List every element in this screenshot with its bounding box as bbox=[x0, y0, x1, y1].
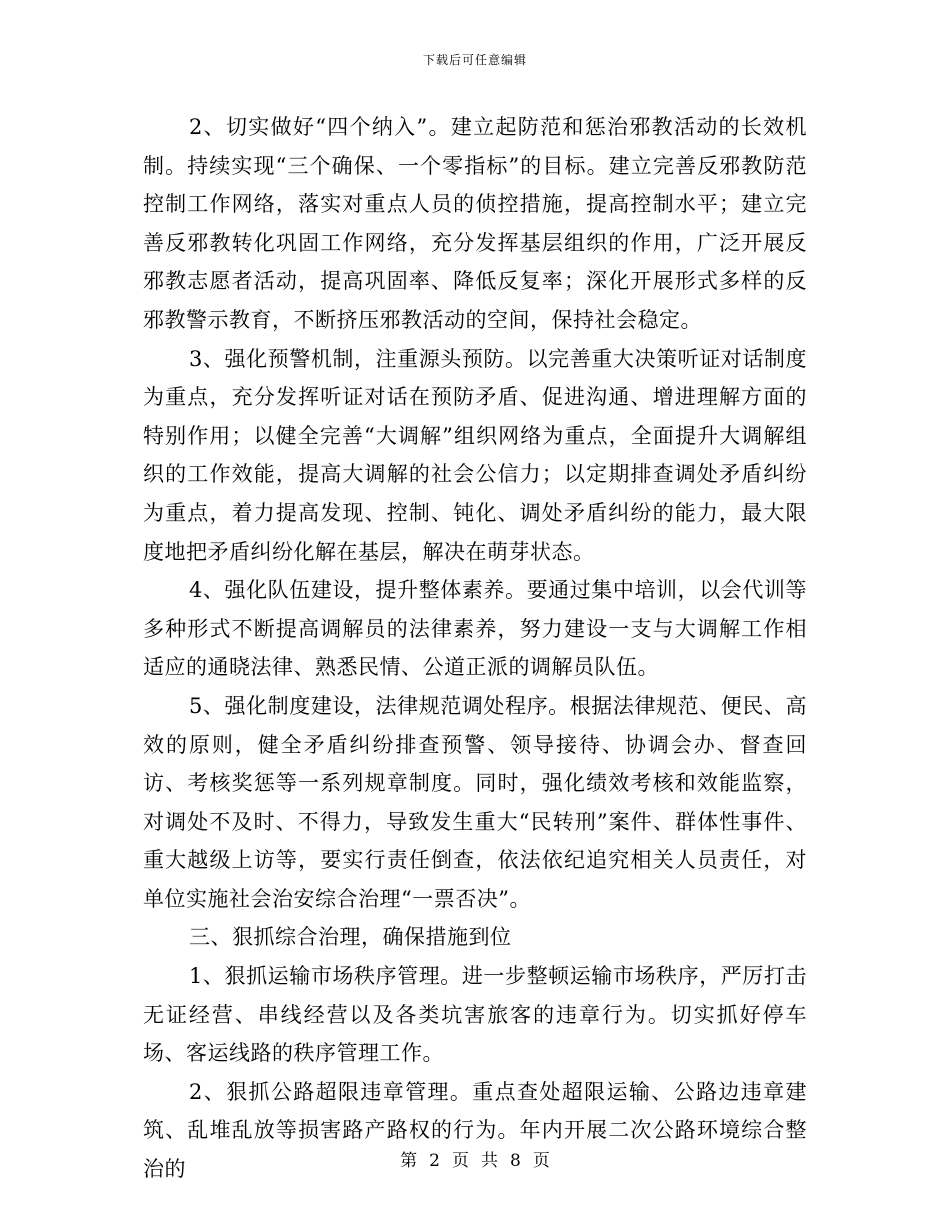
page-footer bbox=[0, 1150, 950, 1172]
paragraph: 2、狠抓公路超限违章管理。重点查处超限运输、公路边违章建筑、乱堆乱放等损害路产路权的行为。年内开展二次公路环境综合整治的 bbox=[143, 1079, 807, 1182]
total-pages-number: 8 bbox=[510, 1151, 521, 1171]
paragraph: 3、强化预警机制，注重源头预防。以完善重大决策听证对话制度为重点，充分发挥听证对话在预防矛盾、促进沟通、增进理解方面的特别作用；以健全完善“大调解”组织网络为重点，全面提升大调解组织的工作效能，提高大调解的社会公信力；以定期排查调处矛盾纠纷为重点，着力提高发现、控制、钝化、调处矛盾纠纷的能力，最大限度地把矛盾纠纷化解在基层，解决在萌芽状态。 bbox=[143, 346, 807, 564]
paragraph: 5、强化制度建设，法律规范调处程序。根据法律规范、便民、高效的原则，健全矛盾纠纷排查预警、领导接待、协调会办、督查回访、考核奖惩等一系列规章制度。同时，强化绩效考核和效能监察，对调处不及时、不得力，导致发生重大“民转刑”案件、群体性事件、重大越级上访等，要实行责任倒查，依法依纪追究相关人员责任，对单位实施社会治安综合治理“一票否决”。 bbox=[143, 693, 807, 911]
footer-total-unit: 页 bbox=[532, 1151, 550, 1171]
document-body bbox=[143, 108, 807, 1189]
paragraph: 4、强化队伍建设，提升整体素养。要通过集中培训，以会代训等多种形式不断提高调解员的法律素养，努力建设一支与大调解工作相适应的通晓法律、熟悉民情、公道正派的调解员队伍。 bbox=[143, 578, 807, 680]
paragraph: 2、切实做好“四个纳入”。建立起防范和惩治邪教活动的长效机制。持续实现“三个确保、一个零指标”的目标。建立完善反邪教防范控制工作网络，落实对重点人员的侦控措施，提高控制水平；建立完善反邪教转化巩固工作网络，充分发挥基层组织的作用，广泛开展反邪教志愿者活动，提高巩固率、降低反复率；深化开展形式多样的反邪教警示教育，不断挤压邪教活动的空间，保持社会稳定。 bbox=[143, 115, 807, 332]
footer-page-unit: 页 bbox=[452, 1151, 469, 1171]
page-header: 下载后可任意编辑 bbox=[422, 53, 527, 67]
paragraph: 1、狠抓运输市场秩序管理。进一步整顿运输市场秩序，严厉打击无证经营、串线经营以及各类坑害旅客的违章行为。切实抓好停车场、客运线路的秩序管理工作。 bbox=[143, 964, 807, 1066]
footer-page-label: 第 bbox=[400, 1151, 418, 1171]
section-heading: 三、狠抓综合治理，确保措施到位 bbox=[189, 925, 512, 950]
current-page-number: 2 bbox=[429, 1151, 440, 1171]
footer-total-label: 共 bbox=[481, 1151, 498, 1171]
